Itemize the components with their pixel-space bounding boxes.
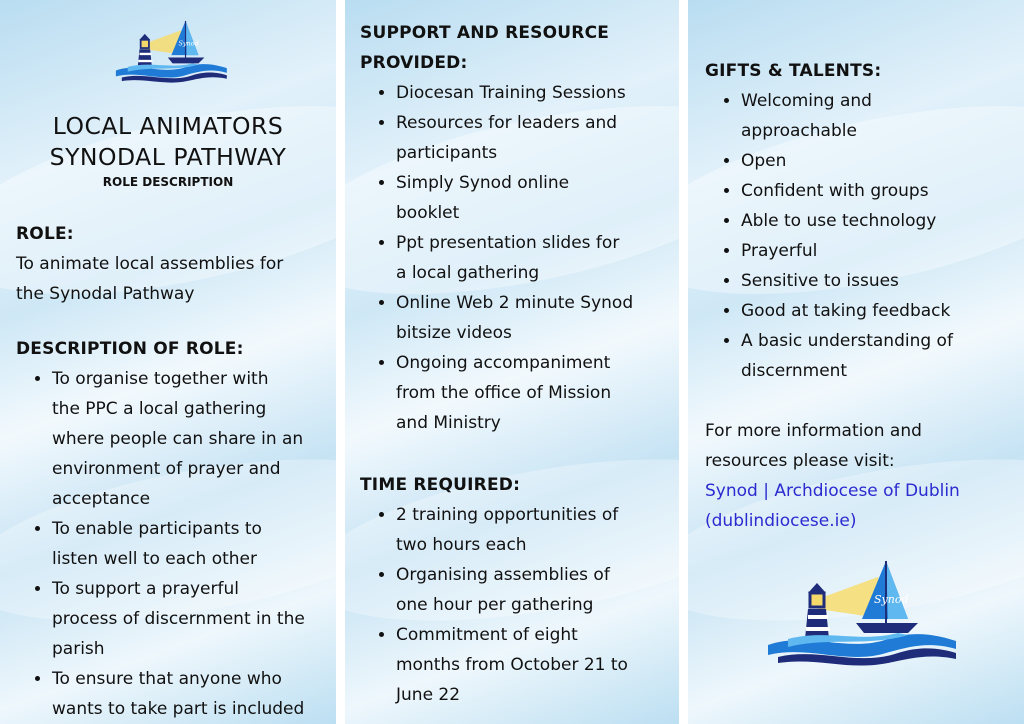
support-item bbox=[396, 228, 678, 288]
gift-item-text: Welcoming and bbox=[741, 91, 872, 111]
gift-item-text: discernment bbox=[741, 361, 848, 381]
time-item-text: Commitment of eight bbox=[396, 625, 578, 645]
support-item-text: Simply Synod online bbox=[396, 173, 570, 193]
time-list bbox=[360, 500, 678, 710]
gift-item-text: Prayerful bbox=[741, 241, 818, 261]
description-item-text: where people can share in an bbox=[52, 429, 304, 449]
gift-item bbox=[741, 266, 1023, 296]
gift-item bbox=[741, 86, 1023, 146]
support-item-text: from the office of Mission bbox=[396, 383, 612, 403]
description-item-text: acceptance bbox=[52, 489, 151, 509]
gifts-list bbox=[705, 86, 1023, 386]
description-item-text: To support a prayerful bbox=[52, 579, 239, 599]
gift-item bbox=[741, 176, 1023, 206]
support-item bbox=[396, 168, 678, 228]
support-item bbox=[396, 108, 678, 168]
description-item-text: wants to take part is included bbox=[52, 699, 305, 719]
description-item-text: To enable participants to bbox=[52, 519, 262, 539]
description-item-text: listen well to each other bbox=[52, 549, 257, 569]
brochure-title bbox=[0, 111, 336, 189]
description-item-text: parish bbox=[52, 639, 105, 659]
support-item-text: a local gathering bbox=[396, 263, 540, 283]
role-heading: ROLE: bbox=[16, 224, 74, 244]
time-item bbox=[396, 560, 678, 620]
time-item-text: Organising assemblies of bbox=[396, 565, 610, 585]
description-item-text: process of discernment in the bbox=[52, 609, 305, 629]
description-item-text: the PPC a local gathering bbox=[52, 399, 267, 419]
description-item bbox=[52, 574, 334, 664]
time-item bbox=[396, 500, 678, 560]
gifts-section bbox=[705, 56, 1023, 386]
description-section bbox=[16, 334, 334, 724]
description-item bbox=[52, 364, 334, 514]
support-item-text: Online Web 2 minute Synod bbox=[396, 293, 634, 313]
gift-item-text: Able to use technology bbox=[741, 211, 937, 231]
description-item-text: environment of prayer and bbox=[52, 459, 281, 479]
support-section bbox=[360, 18, 678, 438]
description-heading: DESCRIPTION OF ROLE: bbox=[16, 339, 244, 359]
info-text-line-1: For more information and bbox=[705, 421, 922, 441]
description-item-text: To organise together with bbox=[52, 369, 269, 389]
time-item bbox=[396, 620, 678, 710]
description-item bbox=[52, 514, 334, 574]
time-item-text: June 22 bbox=[396, 685, 461, 705]
info-text-line-2: resources please visit: bbox=[705, 451, 895, 471]
panel-role bbox=[0, 0, 336, 724]
gift-item-text: Open bbox=[741, 151, 787, 171]
support-item bbox=[396, 78, 678, 108]
role-section bbox=[16, 219, 326, 309]
support-item-text: bitsize videos bbox=[396, 323, 512, 343]
support-item-text: participants bbox=[396, 143, 498, 163]
gifts-heading: GIFTS & TALENTS: bbox=[705, 61, 882, 81]
support-heading-line-2: PROVIDED: bbox=[360, 53, 468, 73]
gift-item-text: A basic understanding of bbox=[741, 331, 953, 351]
gift-item-text: Confident with groups bbox=[741, 181, 929, 201]
support-item bbox=[396, 288, 678, 348]
time-section bbox=[360, 470, 678, 710]
title-line-2: SYNODAL PATHWAY bbox=[49, 143, 287, 171]
synod-logo-large-icon bbox=[758, 556, 958, 668]
support-item-text: Ongoing accompaniment bbox=[396, 353, 611, 373]
support-item-text: Diocesan Training Sessions bbox=[396, 83, 626, 103]
synod-logo-icon bbox=[110, 18, 228, 84]
title-line-1: LOCAL ANIMATORS bbox=[52, 112, 284, 140]
gift-item bbox=[741, 326, 1023, 386]
support-item-text: Resources for leaders and bbox=[396, 113, 618, 133]
time-item-text: one hour per gathering bbox=[396, 595, 594, 615]
gift-item bbox=[741, 206, 1023, 236]
support-heading-line-1: SUPPORT AND RESOURCE bbox=[360, 23, 610, 43]
role-description-subtitle: ROLE DESCRIPTION bbox=[102, 175, 234, 189]
synod-link-line-1[interactable]: Synod | Archdiocese of Dublin bbox=[705, 481, 960, 501]
time-heading: TIME REQUIRED: bbox=[360, 475, 521, 495]
support-item-text: Ppt presentation slides for bbox=[396, 233, 620, 253]
gift-item bbox=[741, 236, 1023, 266]
gift-item-text: Good at taking feedback bbox=[741, 301, 951, 321]
description-item-text: To ensure that anyone who bbox=[52, 669, 282, 689]
time-item-text: 2 training opportunities of bbox=[396, 505, 619, 525]
role-text-line-2: the Synodal Pathway bbox=[16, 284, 195, 304]
gift-item-text: Sensitive to issues bbox=[741, 271, 899, 291]
gift-item bbox=[741, 296, 1023, 326]
synod-link-line-2[interactable]: (dublindiocese.ie) bbox=[705, 511, 857, 531]
panel-gifts bbox=[688, 0, 1024, 724]
time-item-text: two hours each bbox=[396, 535, 527, 555]
support-item bbox=[396, 348, 678, 438]
description-item bbox=[52, 664, 334, 724]
gift-item bbox=[741, 146, 1023, 176]
support-item-text: booklet bbox=[396, 203, 460, 223]
support-list bbox=[360, 78, 678, 438]
time-item-text: months from October 21 to bbox=[396, 655, 628, 675]
gift-item-text: approachable bbox=[741, 121, 857, 141]
role-text-line-1: To animate local assemblies for bbox=[16, 254, 284, 274]
info-section bbox=[705, 416, 1023, 536]
support-item-text: and Ministry bbox=[396, 413, 501, 433]
description-list bbox=[16, 364, 334, 724]
panel-support bbox=[345, 0, 679, 724]
